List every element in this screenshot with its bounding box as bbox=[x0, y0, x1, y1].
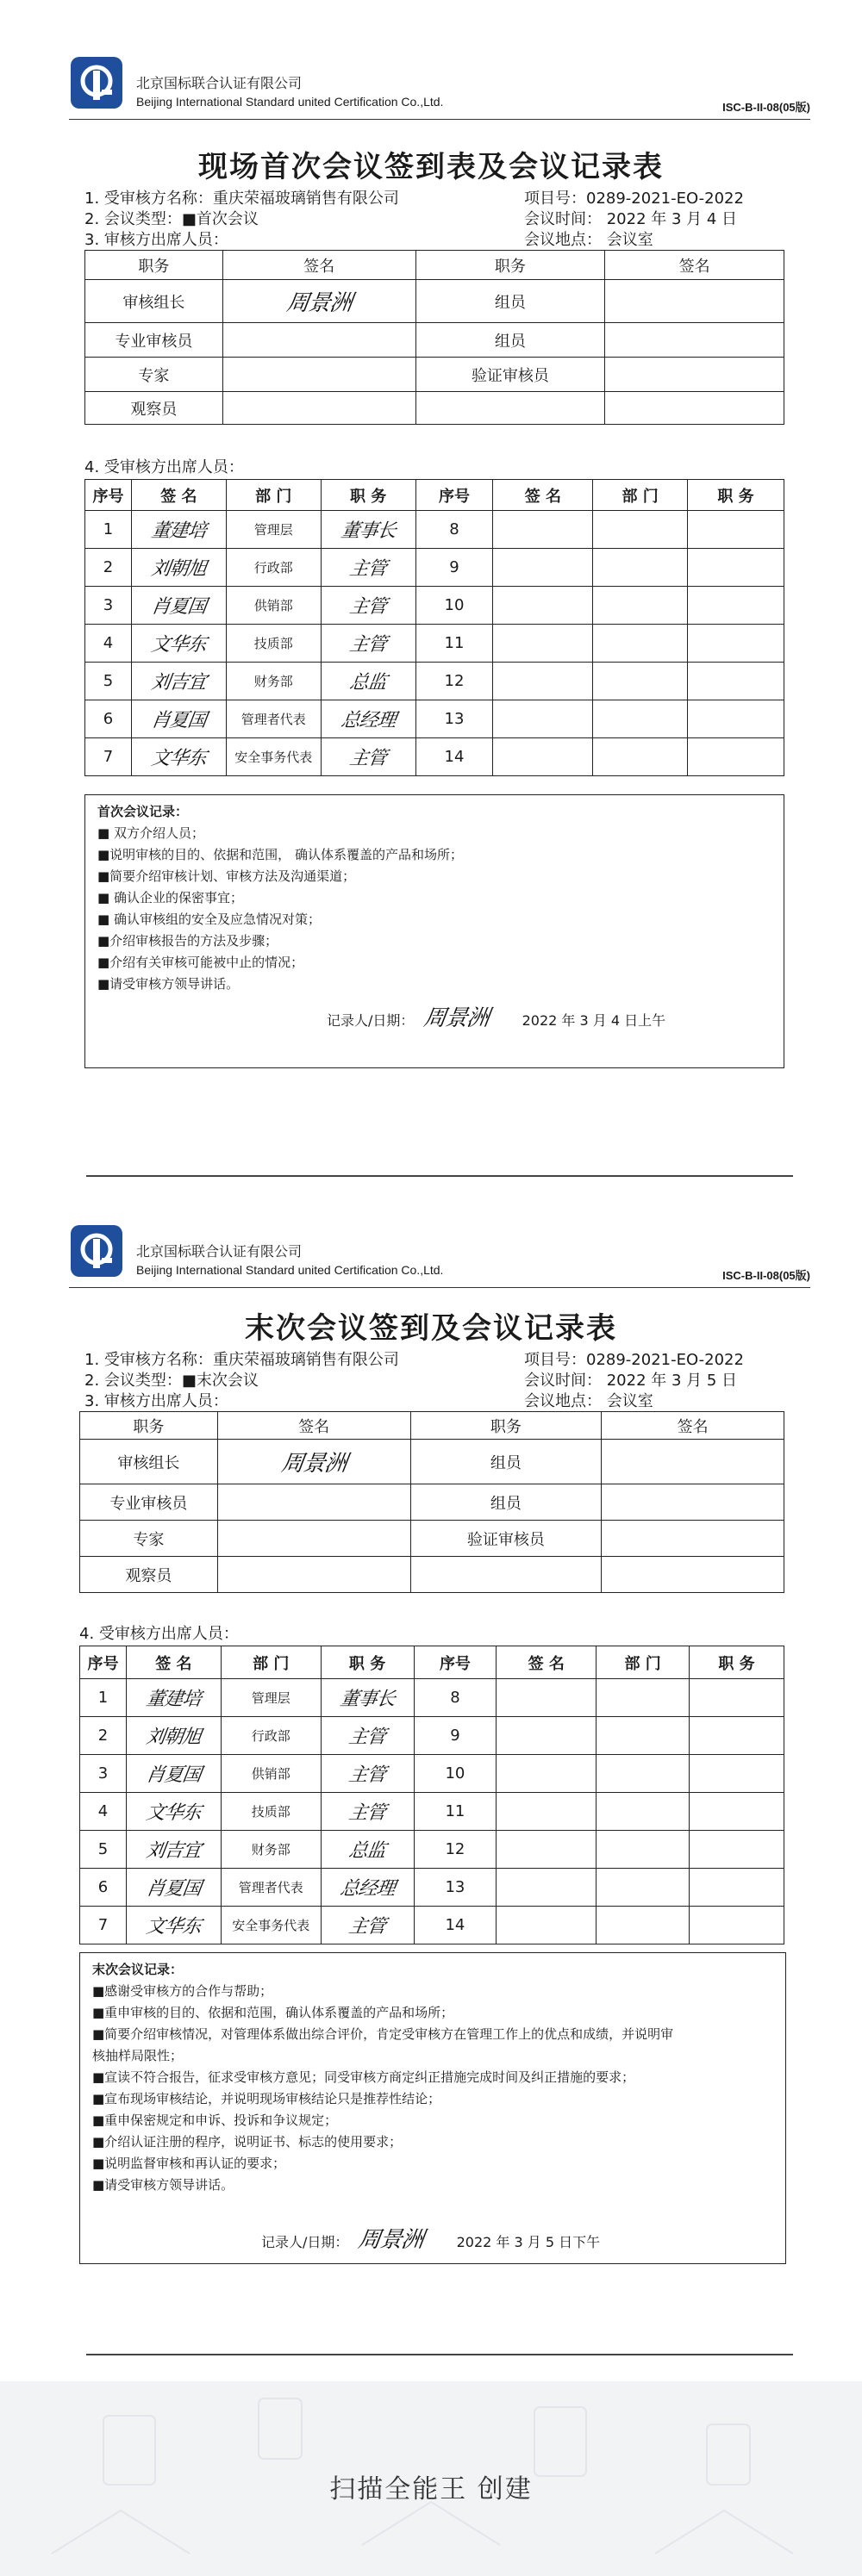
table-cell: 审核组长 bbox=[80, 1440, 218, 1484]
handwritten-title: 董事长 bbox=[339, 520, 397, 542]
table-cell: 7 bbox=[80, 1907, 127, 1944]
table-row bbox=[80, 1717, 784, 1755]
record-item: ■简要介绍审核情况，对管理体系做出综合评价，肯定受审核方在管理工作上的优点和成绩，并说明审 bbox=[92, 2026, 674, 2042]
auditee-attendance-label: 4. 受审核方出席人员： bbox=[79, 1625, 239, 1643]
document-header bbox=[69, 55, 810, 124]
table-cell: 11 bbox=[415, 625, 493, 663]
column-header: 职 务 bbox=[321, 480, 415, 511]
table-cell bbox=[410, 1557, 602, 1593]
document-header bbox=[69, 1223, 810, 1292]
table-cell bbox=[597, 1679, 690, 1717]
table-cell: 财务部 bbox=[226, 663, 321, 700]
column-header: 签名 bbox=[602, 1412, 784, 1440]
handwritten-signature: 肖夏国 bbox=[144, 1878, 203, 1900]
table-cell bbox=[690, 1831, 784, 1869]
signature-cell bbox=[131, 700, 226, 738]
table-cell: 8 bbox=[414, 1679, 497, 1717]
table-header-row bbox=[80, 1646, 784, 1679]
handwritten-signature: 刘朝旭 bbox=[149, 558, 208, 580]
table-cell bbox=[497, 1755, 597, 1793]
table-cell: 6 bbox=[80, 1869, 127, 1907]
record-item: ■感谢受审核方的合作与帮助； bbox=[92, 1983, 273, 1999]
table-cell: 专家 bbox=[80, 1521, 218, 1557]
handwritten-title: 总监 bbox=[347, 1840, 387, 1862]
record-item: ■请受审核方领导讲话。 bbox=[92, 2177, 234, 2193]
table-cell bbox=[690, 1679, 784, 1717]
signature-cell bbox=[126, 1679, 221, 1717]
handwritten-title: 主管 bbox=[347, 1727, 387, 1748]
record-item: ■宣布现场审核结论，并说明现场审核结论只是推荐性结论； bbox=[92, 2091, 441, 2106]
column-header: 序号 bbox=[415, 480, 493, 511]
column-header: 职务 bbox=[80, 1412, 218, 1440]
company-name-cn: 北京国标联合认证有限公司 bbox=[136, 75, 303, 91]
table-cell: 9 bbox=[415, 549, 493, 587]
table-row bbox=[80, 1907, 784, 1944]
signature-cell bbox=[321, 1793, 414, 1831]
table-cell bbox=[688, 511, 784, 549]
table-row bbox=[85, 280, 784, 323]
table-cell: 组员 bbox=[410, 1440, 602, 1484]
table-cell bbox=[602, 1440, 784, 1484]
table-cell bbox=[493, 511, 593, 549]
meeting-time: 会议时间： 2022 年 3 月 5 日 bbox=[524, 1372, 738, 1390]
table-cell bbox=[597, 1907, 690, 1944]
table-cell bbox=[688, 663, 784, 700]
table-cell bbox=[493, 549, 593, 587]
column-header: 部 门 bbox=[597, 1646, 690, 1679]
meeting-place: 会议地点： 会议室 bbox=[524, 1392, 653, 1410]
table-cell bbox=[415, 392, 605, 425]
record-item: ■介绍审核报告的方法及步骤； bbox=[97, 933, 278, 949]
table-cell: 10 bbox=[415, 587, 493, 625]
table-header-row bbox=[80, 1412, 784, 1440]
table-cell: 12 bbox=[415, 663, 493, 700]
column-header: 部 门 bbox=[226, 480, 321, 511]
table-cell bbox=[222, 392, 415, 425]
table-cell: 2 bbox=[85, 549, 132, 587]
table-row bbox=[85, 323, 784, 358]
handwritten-signature: 肖夏国 bbox=[144, 1764, 203, 1786]
table-cell bbox=[597, 1793, 690, 1831]
signature-cell bbox=[321, 700, 415, 738]
table-cell bbox=[493, 587, 593, 625]
signature-cell bbox=[321, 1755, 414, 1793]
auditee-value: 重庆荣福玻璃销售有限公司 bbox=[212, 190, 399, 208]
header-rule bbox=[69, 1287, 810, 1288]
record-item: ■说明监督审核和再认证的要求； bbox=[92, 2156, 286, 2171]
auditee-name-row bbox=[84, 186, 399, 208]
table-cell: 13 bbox=[414, 1869, 497, 1907]
table-cell: 8 bbox=[415, 511, 493, 549]
table-cell: 3 bbox=[85, 587, 132, 625]
handwritten-title: 总经理 bbox=[339, 710, 397, 731]
form-code: ISC-B-II-08(05版) bbox=[722, 1269, 810, 1282]
recorder-date: 2022 年 3 月 5 日下午 bbox=[456, 2234, 601, 2250]
handwritten-title: 主管 bbox=[347, 1802, 387, 1824]
table-cell bbox=[222, 323, 415, 358]
meeting-record-box bbox=[79, 1952, 786, 2264]
table-cell bbox=[690, 1755, 784, 1793]
auditee-attendance-label: 4. 受审核方出席人员： bbox=[84, 458, 244, 476]
table-cell bbox=[493, 700, 593, 738]
audit-team-table bbox=[79, 1411, 784, 1593]
table-cell bbox=[597, 1755, 690, 1793]
table-cell bbox=[593, 738, 688, 776]
table-row bbox=[85, 549, 784, 587]
handwritten-signature: 文华东 bbox=[144, 1802, 203, 1824]
handwritten-title: 主管 bbox=[348, 558, 388, 580]
recorder-line bbox=[261, 2222, 600, 2254]
column-header: 序号 bbox=[414, 1646, 497, 1679]
table-cell: 观察员 bbox=[80, 1557, 218, 1593]
table-cell: 5 bbox=[80, 1831, 127, 1869]
handwritten-signature: 文华东 bbox=[149, 634, 208, 656]
column-header: 职 务 bbox=[688, 480, 784, 511]
signature-cell bbox=[131, 625, 226, 663]
table-row bbox=[85, 625, 784, 663]
table-cell bbox=[493, 663, 593, 700]
table-cell bbox=[688, 625, 784, 663]
signature-cell bbox=[222, 280, 415, 323]
table-row bbox=[85, 738, 784, 776]
table-cell: 行政部 bbox=[221, 1717, 321, 1755]
table-cell: 14 bbox=[415, 738, 493, 776]
table-cell: 观察员 bbox=[85, 392, 223, 425]
table-cell: 4 bbox=[85, 625, 132, 663]
last-meeting-page bbox=[0, 1206, 862, 2343]
table-cell bbox=[217, 1521, 410, 1557]
signature-cell bbox=[321, 1679, 414, 1717]
record-item: ■介绍有关审核可能被中止的情况； bbox=[97, 955, 304, 970]
table-cell bbox=[497, 1793, 597, 1831]
audit-team-label: 3. 审核方出席人员： bbox=[84, 231, 228, 249]
table-cell bbox=[605, 323, 784, 358]
record-item: ■重申审核的目的、依据和范围，确认体系覆盖的产品和场所； bbox=[92, 2005, 454, 2020]
table-row bbox=[80, 1831, 784, 1869]
signature-cell bbox=[321, 1869, 414, 1907]
first-meeting-page bbox=[0, 0, 862, 1154]
handwritten-title: 主管 bbox=[347, 1916, 387, 1938]
meeting-time: 会议时间： 2022 年 3 月 4 日 bbox=[524, 210, 738, 228]
table-header-row bbox=[85, 251, 784, 280]
page-title: 末次会议签到及会议记录表 bbox=[245, 1311, 617, 1346]
table-cell: 技质部 bbox=[226, 625, 321, 663]
table-cell: 6 bbox=[85, 700, 132, 738]
signature-cell bbox=[321, 625, 415, 663]
table-cell bbox=[597, 1869, 690, 1907]
table-cell bbox=[690, 1869, 784, 1907]
table-cell bbox=[497, 1679, 597, 1717]
table-row bbox=[80, 1521, 784, 1557]
header-rule bbox=[69, 119, 810, 120]
record-item: 核抽样局限性； bbox=[92, 2048, 184, 2063]
table-cell: 10 bbox=[414, 1755, 497, 1793]
table-row bbox=[80, 1557, 784, 1593]
table-row bbox=[85, 700, 784, 738]
column-header: 部 门 bbox=[221, 1646, 321, 1679]
signature-cell bbox=[126, 1717, 221, 1755]
column-header: 职务 bbox=[85, 251, 223, 280]
company-logo-icon bbox=[69, 1223, 124, 1279]
table-cell bbox=[688, 587, 784, 625]
table-row bbox=[80, 1755, 784, 1793]
table-cell: 管理层 bbox=[226, 511, 321, 549]
column-header: 签 名 bbox=[131, 480, 226, 511]
table-cell: 验证审核员 bbox=[410, 1521, 602, 1557]
table-cell bbox=[593, 549, 688, 587]
table-cell bbox=[593, 663, 688, 700]
record-item: ■介绍认证注册的程序，说明证书、标志的使用要求； bbox=[92, 2134, 403, 2150]
signature-cell bbox=[217, 1440, 410, 1484]
table-cell: 1 bbox=[85, 511, 132, 549]
record-title: 首次会议记录： bbox=[97, 804, 189, 819]
table-cell bbox=[597, 1717, 690, 1755]
table-cell bbox=[217, 1557, 410, 1593]
table-cell bbox=[497, 1869, 597, 1907]
signature-cell bbox=[131, 663, 226, 700]
recorder-signature: 周景洲 bbox=[422, 1005, 490, 1031]
signature-cell bbox=[131, 511, 226, 549]
recorder-signature: 周景洲 bbox=[356, 2227, 425, 2253]
table-row bbox=[80, 1869, 784, 1907]
table-cell: 管理者代表 bbox=[221, 1869, 321, 1907]
table-cell: 12 bbox=[414, 1831, 497, 1869]
table-cell: 供销部 bbox=[226, 587, 321, 625]
recorder-label: 记录人/日期： bbox=[261, 2234, 349, 2250]
table-cell: 组员 bbox=[415, 280, 605, 323]
table-cell: 14 bbox=[414, 1907, 497, 1944]
table-cell: 财务部 bbox=[221, 1831, 321, 1869]
table-cell bbox=[497, 1717, 597, 1755]
auditee-name-row bbox=[84, 1347, 399, 1370]
signature-cell bbox=[131, 738, 226, 776]
table-cell: 安全事务代表 bbox=[226, 738, 321, 776]
auditee-value: 重庆荣福玻璃销售有限公司 bbox=[212, 1351, 399, 1369]
table-row bbox=[85, 663, 784, 700]
handwritten-title: 总经理 bbox=[338, 1878, 397, 1900]
scanner-watermark-footer bbox=[0, 2381, 862, 2576]
handwritten-signature: 周景洲 bbox=[284, 290, 353, 316]
table-cell bbox=[217, 1484, 410, 1521]
signature-cell bbox=[321, 1717, 414, 1755]
table-cell bbox=[602, 1521, 784, 1557]
table-cell: 管理层 bbox=[221, 1679, 321, 1717]
handwritten-signature: 董建培 bbox=[149, 520, 208, 542]
signature-cell bbox=[321, 511, 415, 549]
record-item: ■简要介绍审核计划、审核方法及沟通渠道； bbox=[97, 868, 356, 884]
table-cell bbox=[593, 625, 688, 663]
recorder-label: 记录人/日期： bbox=[327, 1012, 415, 1029]
table-cell bbox=[690, 1793, 784, 1831]
table-cell: 7 bbox=[85, 738, 132, 776]
table-cell bbox=[690, 1907, 784, 1944]
table-cell: 4 bbox=[80, 1793, 127, 1831]
table-cell bbox=[493, 738, 593, 776]
signature-cell bbox=[321, 663, 415, 700]
table-cell: 9 bbox=[414, 1717, 497, 1755]
column-header: 签 名 bbox=[493, 480, 593, 511]
column-header: 签名 bbox=[605, 251, 784, 280]
table-cell bbox=[688, 549, 784, 587]
form-code: ISC-B-II-08(05版) bbox=[722, 101, 810, 114]
column-header: 签名 bbox=[222, 251, 415, 280]
scanner-watermark-text: 扫描全能王 创建 bbox=[329, 2474, 533, 2504]
signature-cell bbox=[321, 738, 415, 776]
audit-team-table bbox=[84, 250, 784, 425]
project-number: 项目号：0289-2021-EO-2022 bbox=[524, 190, 744, 208]
handwritten-signature: 刘吉宜 bbox=[149, 672, 208, 694]
handwritten-signature: 董建培 bbox=[144, 1689, 203, 1710]
column-header: 职务 bbox=[410, 1412, 602, 1440]
table-row bbox=[80, 1484, 784, 1521]
table-cell: 行政部 bbox=[226, 549, 321, 587]
table-cell bbox=[593, 511, 688, 549]
table-cell bbox=[597, 1831, 690, 1869]
table-cell: 2 bbox=[80, 1717, 127, 1755]
table-row bbox=[85, 392, 784, 425]
table-cell bbox=[593, 700, 688, 738]
handwritten-signature: 刘吉宜 bbox=[144, 1840, 203, 1862]
table-row bbox=[85, 587, 784, 625]
handwritten-title: 主管 bbox=[348, 748, 388, 769]
table-cell: 11 bbox=[414, 1793, 497, 1831]
signature-cell bbox=[126, 1831, 221, 1869]
auditee-label: 1. 受审核方名称： bbox=[84, 1351, 213, 1369]
column-header: 部 门 bbox=[593, 480, 688, 511]
table-cell bbox=[602, 1557, 784, 1593]
page-divider bbox=[86, 2354, 793, 2355]
table-row bbox=[85, 511, 784, 549]
record-item: ■ 确认审核组的安全及应急情况对策； bbox=[97, 912, 321, 927]
table-cell: 1 bbox=[80, 1679, 127, 1717]
table-cell bbox=[688, 738, 784, 776]
handwritten-signature: 刘朝旭 bbox=[144, 1727, 203, 1748]
signature-cell bbox=[321, 1831, 414, 1869]
record-item: ■说明审核的目的、依据和范围， 确认体系覆盖的产品和场所； bbox=[97, 847, 463, 862]
table-cell bbox=[593, 587, 688, 625]
signature-cell bbox=[126, 1907, 221, 1944]
table-cell bbox=[690, 1717, 784, 1755]
table-cell: 验证审核员 bbox=[415, 358, 605, 392]
table-cell bbox=[688, 700, 784, 738]
page-divider bbox=[86, 1175, 793, 1177]
handwritten-title: 董事长 bbox=[338, 1689, 397, 1710]
table-cell: 供销部 bbox=[221, 1755, 321, 1793]
record-item: ■请受审核方领导讲话。 bbox=[97, 976, 240, 992]
record-item: ■宣读不符合报告，征求受审核方意见；同受审核方商定纠正措施完成时间及纠正措施的要求； bbox=[92, 2069, 635, 2085]
table-row bbox=[80, 1793, 784, 1831]
company-name-en: Beijing International Standard united Certification Co.,Ltd. bbox=[136, 1263, 444, 1277]
signature-cell bbox=[321, 1907, 414, 1944]
column-header: 职 务 bbox=[321, 1646, 414, 1679]
page-title: 现场首次会议签到表及会议记录表 bbox=[198, 150, 664, 184]
column-header: 签 名 bbox=[126, 1646, 221, 1679]
audit-team-label: 3. 审核方出席人员： bbox=[84, 1392, 228, 1410]
handwritten-signature: 文华东 bbox=[144, 1916, 203, 1938]
meeting-place: 会议地点： 会议室 bbox=[524, 231, 653, 249]
handwritten-title: 总监 bbox=[348, 672, 388, 694]
column-header: 序号 bbox=[85, 480, 132, 511]
handwritten-signature: 周景洲 bbox=[279, 1451, 348, 1477]
table-cell bbox=[605, 358, 784, 392]
table-cell: 管理者代表 bbox=[226, 700, 321, 738]
handwritten-title: 主管 bbox=[348, 634, 388, 656]
table-header-row bbox=[85, 480, 784, 511]
signature-cell bbox=[321, 549, 415, 587]
signature-cell bbox=[131, 587, 226, 625]
column-header: 序号 bbox=[80, 1646, 127, 1679]
company-logo-icon bbox=[69, 55, 124, 110]
table-cell: 专家 bbox=[85, 358, 223, 392]
table-cell: 技质部 bbox=[221, 1793, 321, 1831]
auditee-attendance-table bbox=[84, 479, 784, 776]
record-item: ■ 确认企业的保密事宜； bbox=[97, 890, 243, 905]
table-cell: 3 bbox=[80, 1755, 127, 1793]
signature-cell bbox=[131, 549, 226, 587]
handwritten-signature: 肖夏国 bbox=[149, 710, 208, 731]
auditee-attendance-table bbox=[79, 1646, 784, 1944]
signature-cell bbox=[321, 587, 415, 625]
handwritten-title: 主管 bbox=[348, 596, 388, 618]
meeting-type: 2. 会议类型：■首次会议 bbox=[84, 210, 259, 228]
record-title: 末次会议记录： bbox=[92, 1962, 184, 1977]
recorder-line bbox=[327, 1000, 665, 1032]
signature-cell bbox=[126, 1869, 221, 1907]
auditee-label: 1. 受审核方名称： bbox=[84, 190, 213, 208]
company-name-en: Beijing International Standard united Certification Co.,Ltd. bbox=[136, 95, 444, 109]
column-header: 职 务 bbox=[690, 1646, 784, 1679]
column-header: 签 名 bbox=[497, 1646, 597, 1679]
project-number: 项目号：0289-2021-EO-2022 bbox=[524, 1351, 744, 1369]
meeting-type: 2. 会议类型：■末次会议 bbox=[84, 1372, 259, 1390]
table-cell bbox=[497, 1907, 597, 1944]
table-cell: 专业审核员 bbox=[80, 1484, 218, 1521]
table-row bbox=[85, 358, 784, 392]
signature-cell bbox=[126, 1793, 221, 1831]
column-header: 签名 bbox=[217, 1412, 410, 1440]
meeting-record-box bbox=[84, 794, 784, 1068]
table-cell bbox=[222, 358, 415, 392]
table-cell: 5 bbox=[85, 663, 132, 700]
table-cell: 13 bbox=[415, 700, 493, 738]
table-cell bbox=[493, 625, 593, 663]
table-cell bbox=[497, 1831, 597, 1869]
column-header: 职务 bbox=[415, 251, 605, 280]
table-cell bbox=[605, 392, 784, 425]
table-row bbox=[80, 1440, 784, 1484]
handwritten-signature: 文华东 bbox=[149, 748, 208, 769]
table-cell: 专业审核员 bbox=[85, 323, 223, 358]
table-cell: 组员 bbox=[415, 323, 605, 358]
table-cell bbox=[605, 280, 784, 323]
recorder-date: 2022 年 3 月 4 日上午 bbox=[522, 1012, 666, 1029]
table-cell: 组员 bbox=[410, 1484, 602, 1521]
record-item: ■ 双方介绍人员； bbox=[97, 825, 204, 841]
table-row bbox=[80, 1679, 784, 1717]
record-item: ■重申保密规定和申诉、投诉和争议规定； bbox=[92, 2112, 338, 2128]
handwritten-signature: 肖夏国 bbox=[149, 596, 208, 618]
table-cell: 安全事务代表 bbox=[221, 1907, 321, 1944]
signature-cell bbox=[126, 1755, 221, 1793]
handwritten-title: 主管 bbox=[347, 1764, 387, 1786]
table-cell bbox=[602, 1484, 784, 1521]
table-cell: 审核组长 bbox=[85, 280, 223, 323]
company-name-cn: 北京国标联合认证有限公司 bbox=[136, 1243, 303, 1260]
